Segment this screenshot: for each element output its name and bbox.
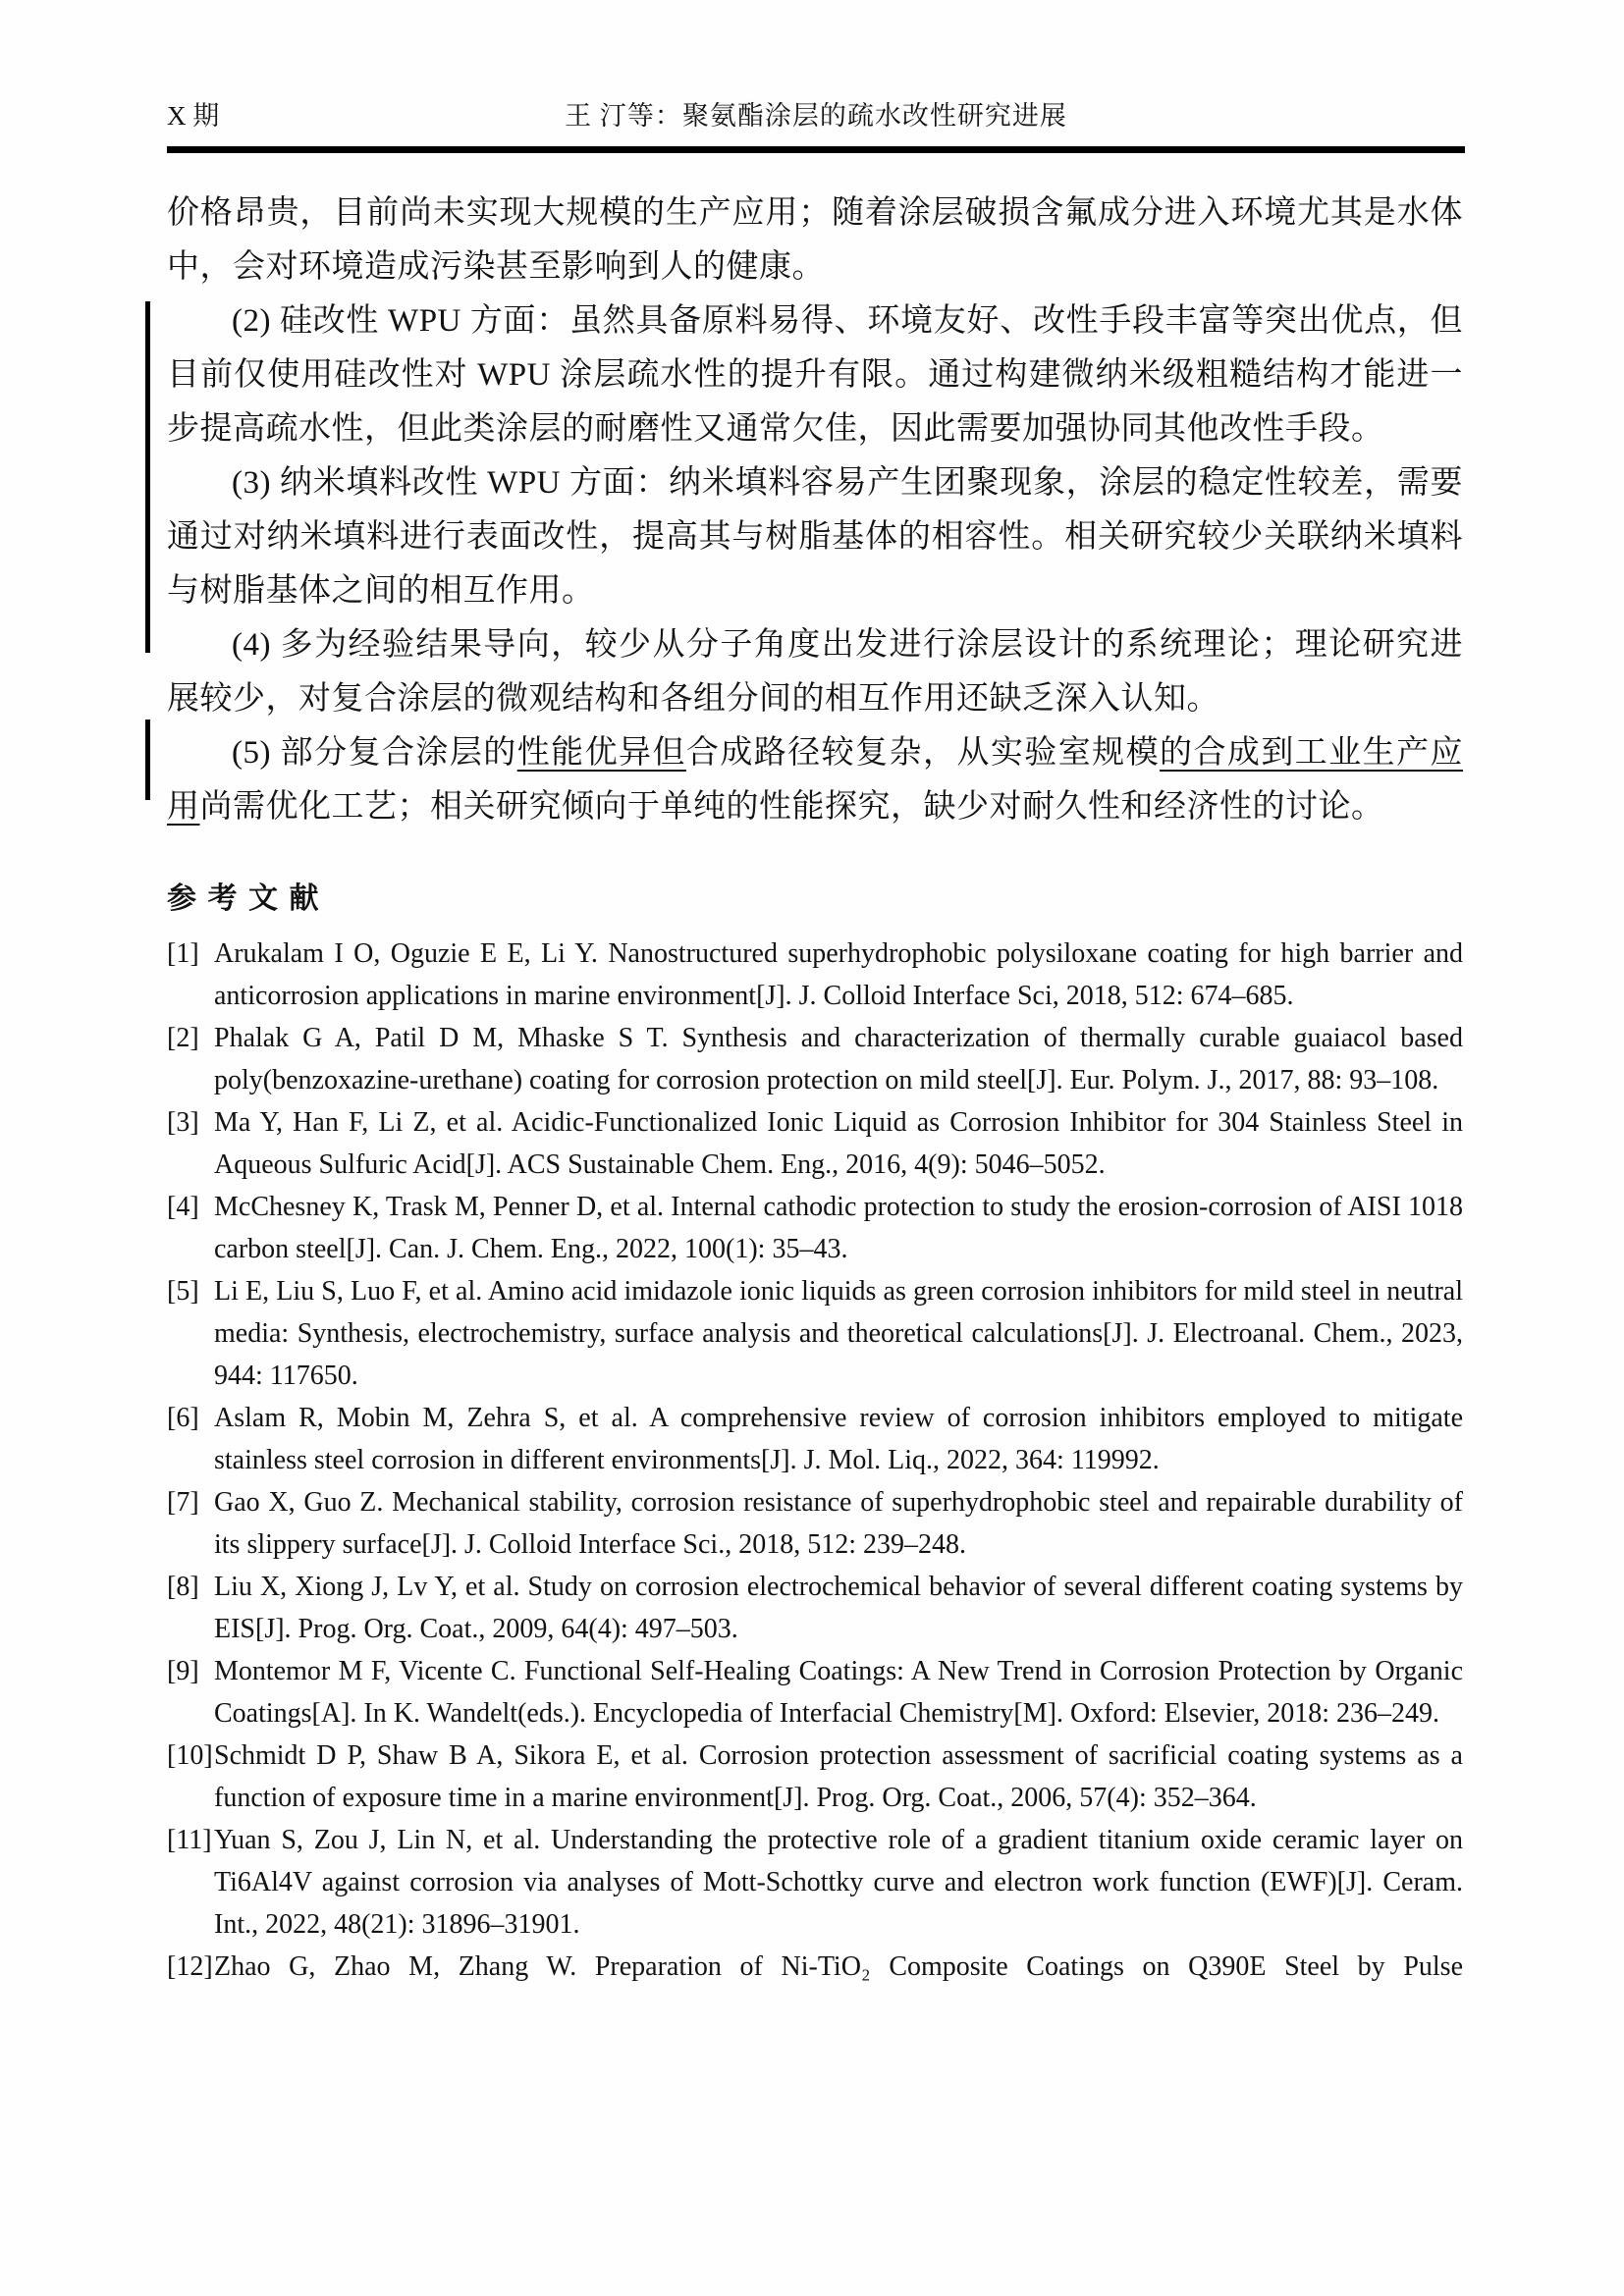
reference-item (167, 1650, 1463, 1735)
reference-item (167, 1186, 1463, 1270)
references-heading: 参 考 文 献 (167, 882, 321, 915)
reference-item (167, 1566, 1463, 1650)
reference-item (167, 933, 1463, 1017)
body-paragraph-item5 (167, 726, 1463, 834)
paragraph-segment: 尚需优化工艺；相关研究倾向于单纯的性能探究，缺少对耐久性和经济性的讨论。 (199, 789, 1384, 825)
issue-label: X 期 (167, 101, 220, 131)
reference-number: [12] (167, 1951, 213, 1982)
reference-text: Aslam R, Mobin M, Zehra S, et al. A comprehensive review of corrosion inhibitors employed to mitigate stainless steel corrosion in different environments[J]. J. Mol. Liq., 2022, 364: 119992. (214, 1403, 1463, 1475)
reference-text: Ma Y, Han F, Li Z, et al. Acidic-Functionalized Ionic Liquid as Corrosion Inhibitor for 304 Stainless Steel in Aqueous Sulfuric Acid[J]. ACS Sustainable Chem. Eng., 2016, 4(9): 5046–5052. (214, 1107, 1463, 1180)
body-paragraph-item3: (3) 纳米填料改性 WPU 方面：纳米填料容易产生团聚现象，涂层的稳定性较差，需要通过对纳米填料进行表面改性，提高其与树脂基体的相容性。相关研究较少关联纳米填料与树脂基体之间的相互作用。 (167, 465, 1463, 609)
paragraph-segment: 合成路径较复杂，从实验室规模 (685, 735, 1161, 771)
running-head (167, 98, 1465, 133)
reference-item (167, 1481, 1463, 1566)
reference-number: [5] (167, 1276, 199, 1307)
reference-number: [4] (167, 1192, 199, 1222)
reference-item (167, 1017, 1463, 1101)
reference-text: Liu X, Xiong J, Lv Y, et al. Study on corrosion electrochemical behavior of several different coating systems by EIS[J]. Prog. Org. Coat., 2009, 64(4): 497–503. (214, 1572, 1463, 1644)
reference-item (167, 1397, 1463, 1481)
reference-text: Phalak G A, Patil D M, Mhaske S T. Synthesis and characterization of thermally curable guaiacol based poly(benzoxazine-urethane) coating for corrosion protection on mild steel[J]. Eur. Polym. J., 2017, 88: 93–108. (214, 1023, 1463, 1095)
running-title: 王 汀等：聚氨酯涂层的疏水改性研究进展 (565, 101, 1067, 131)
body-paragraph-continuation: 价格昂贵，目前尚未实现大规模的生产应用；随着涂层破损含氟成分进入环境尤其是水体中，会对环境造成污染甚至影响到人的健康。 (167, 195, 1463, 285)
reference-text: Arukalam I O, Oguzie E E, Li Y. Nanostructured superhydrophobic polysiloxane coating for high barrier and anticorrosion applications in marine environment[J]. J. Colloid Interface Sci, 2018, 512: 674–685. (214, 938, 1463, 1011)
header-rule (167, 146, 1465, 153)
inserted-text-segment: 的合成到工业生产应用 (167, 735, 1464, 825)
inserted-text-segment: 性能优异但 (516, 735, 686, 771)
revision-changebar (145, 301, 150, 653)
reference-text: Gao X, Guo Z. Mechanical stability, corrosion resistance of superhydrophobic steel and repairable durability of its slippery surface[J]. J. Colloid Interface Sci., 2018, 512: 239–248. (214, 1487, 1463, 1560)
reference-list (167, 933, 1463, 1988)
reference-number: [8] (167, 1572, 199, 1602)
paragraph-segment: (5) 部分复合涂层的 (232, 735, 517, 771)
reference-text: Schmidt D P, Shaw B A, Sikora E, et al. Corrosion protection assessment of sacrificial coating systems as a function of exposure time in a marine environment[J]. Prog. Org. Coat., 2006, 57(4): 352–364. (214, 1740, 1463, 1813)
reference-text: Montemor M F, Vicente C. Functional Self-Healing Coatings: A New Trend in Corrosion Protection by Organic Coatings[A]. In K. Wandelt(eds.). Encyclopedia of Interfacial Chemistry[M]. Oxford: Elsevier, 2018: 236–249. (214, 1656, 1463, 1729)
page-body (167, 187, 1463, 1988)
reference-number: [6] (167, 1403, 199, 1433)
reference-number: [2] (167, 1023, 199, 1053)
reference-item (167, 1946, 1463, 1988)
reference-text: McChesney K, Trask M, Penner D, et al. Internal cathodic protection to study the erosion-corrosion of AISI 1018 carbon steel[J]. Can. J. Chem. Eng., 2022, 100(1): 35–43. (214, 1192, 1463, 1264)
reference-text: Zhao G, Zhao M, Zhang W. Preparation of Ni-TiO₂ Composite Coatings on Q390E Steel by Pulse (214, 1951, 1463, 1982)
reference-number: [10] (167, 1740, 213, 1771)
reference-item (167, 1101, 1463, 1186)
reference-number: [9] (167, 1656, 199, 1686)
reference-text: Yuan S, Zou J, Lin N, et al. Understanding the protective role of a gradient titanium oxide ceramic layer on Ti6Al4V against corrosion via analyses of Mott-Schottky curve and electron work function (EWF)[J]. Ceram. Int., 2022, 48(21): 31896–31901. (214, 1825, 1463, 1940)
reference-number: [7] (167, 1487, 199, 1518)
body-paragraph-item4: (4) 多为经验结果导向，较少从分子角度出发进行涂层设计的系统理论；理论研究进展较少，对复合涂层的微观结构和各组分间的相互作用还缺乏深入认知。 (167, 627, 1463, 717)
reference-number: [3] (167, 1107, 199, 1138)
body-paragraph-item2: (2) 硅改性 WPU 方面：虽然具备原料易得、环境友好、改性手段丰富等突出优点，但目前仅使用硅改性对 WPU 涂层疏水性的提升有限。通过构建微纳米级粗糙结构才能进一步提高疏水性，但此类涂层的耐磨性又通常欠佳，因此需要加强协同其他改性手段。 (167, 303, 1463, 447)
reference-item (167, 1735, 1463, 1819)
reference-number: [11] (167, 1825, 212, 1855)
reference-number: [1] (167, 938, 199, 969)
revision-changebar (145, 720, 150, 800)
reference-item (167, 1819, 1463, 1946)
reference-item (167, 1270, 1463, 1397)
reference-text: Li E, Liu S, Luo F, et al. Amino acid imidazole ionic liquids as green corrosion inhibitors for mild steel in neutral media: Synthesis, electrochemistry, surface analysis and theoretical calculations[J]. J. Electroanal. Chem., 2023, 944: 117650. (214, 1276, 1463, 1391)
